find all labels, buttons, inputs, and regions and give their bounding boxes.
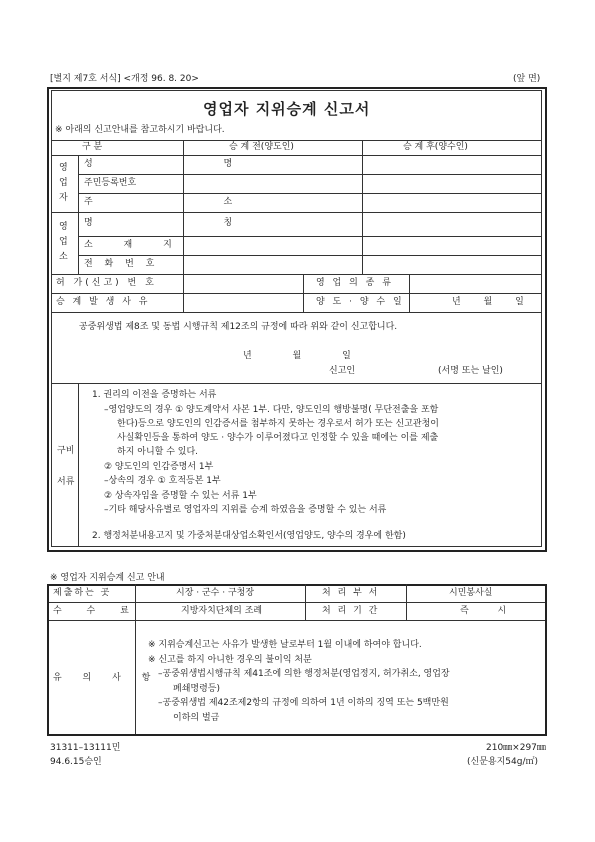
- dept-label: 처 리 부 서: [322, 588, 380, 598]
- list-item: –상속의 경우 ① 호적등본 1부: [104, 476, 221, 486]
- list-item: 폐쇄명령등): [173, 684, 220, 694]
- period-value: 즉 시: [460, 606, 507, 616]
- succession-reason-label: 승 계 발 생 사 유: [56, 297, 150, 307]
- list-item: ② 상속자임을 증명할 수 있는 서류 1부: [104, 491, 257, 501]
- row-phone: 전 화 번 호: [84, 259, 159, 269]
- col-before: 승 계 전(양도인): [229, 142, 294, 152]
- declaration-date: 년 월 일: [243, 351, 351, 361]
- signature-label: (서명 또는 날인): [438, 366, 503, 376]
- fee-value: 지방자치단체의 조례: [181, 606, 263, 616]
- row-place-name: 명 칭: [84, 218, 297, 228]
- list-item: –영업양도의 경우 ① 양도계약서 사본 1부. 다만, 양도인의 행방불명( 무단전출을 포함: [104, 405, 439, 415]
- list-item: 한다)등으로 양도인의 인감증서를 첨부하지 못하는 경우로서 허가 또는 신고관청이: [117, 419, 439, 429]
- list-item: –공중위생법 제42조제2항의 규정에 의하여 1년 이하의 징역 또는 5백만원: [158, 698, 449, 708]
- col-after: 승 계 후(양수인): [403, 142, 468, 152]
- documents-label-2: 서류: [57, 477, 75, 487]
- row-name: 성 명: [84, 159, 297, 169]
- transfer-date-value: 년 월 일: [452, 297, 524, 307]
- row-resident-no: 주민등록번호: [84, 178, 137, 188]
- list-item: ※ 지위승계신고는 사유가 발생한 날로부터 1월 이내에 하여야 합니다.: [148, 640, 422, 650]
- submit-to-label: 제출하는 곳: [53, 588, 112, 598]
- declaration-statement: 공중위생법 제8조 및 동법 시행규칙 제12조의 규정에 따라 위와 같이 신고합니다.: [79, 322, 398, 332]
- row-address: 주 소: [84, 197, 297, 207]
- form-title: 영업자 지위승계 신고서: [203, 100, 371, 118]
- form-id: [별지 제7호 서식] <개정 96. 8. 20>: [50, 74, 199, 84]
- fee-label: 수 수 료: [53, 606, 140, 616]
- footer-paper: (신문용지54g/㎡): [467, 757, 538, 767]
- guide-title: ※ 영업자 지위승계 신고 안내: [50, 573, 165, 583]
- page-side: (앞 면): [513, 74, 541, 84]
- transfer-date-label: 양 도 · 양 수 일: [316, 297, 405, 307]
- period-label: 처 리 기 간: [322, 606, 380, 616]
- reporter-label: 신고인: [329, 366, 356, 376]
- list-item: –기타 해당사유별로 영업자의 지위를 승계 하였음을 증명할 수 있는 서류: [104, 505, 387, 515]
- footer-code: 31311–13111민: [50, 743, 121, 753]
- documents-label-1: 구비: [57, 446, 75, 456]
- permit-no-label: 허 가(신고) 번 호: [56, 278, 157, 288]
- form-note: ※ 아래의 신고안내를 참고하시기 바랍니다.: [55, 125, 225, 135]
- list-item: 이하의 벌금: [173, 713, 220, 723]
- list-item: 하지 아니할 수 있다.: [117, 447, 198, 457]
- submit-to-value: 시장 · 군수 · 구청장: [176, 588, 255, 598]
- list-item: ※ 신고를 하지 아니한 경우의 불이익 처분: [148, 655, 312, 665]
- dept-value: 시민봉사실: [449, 588, 493, 598]
- list-item: 1. 권리의 이전을 증명하는 서류: [92, 390, 217, 400]
- footer-approval: 94.6.15승인: [50, 757, 102, 767]
- business-type-label: 영 업 의 종 류: [316, 278, 394, 288]
- footer-size: 210㎜×297㎜: [486, 743, 546, 753]
- col-category: 구 분: [82, 142, 103, 152]
- notes-label: 유 의 사 항: [53, 673, 160, 683]
- list-item: 2. 행정처분내용고지 및 가중처분대상업소확인서(영업양도, 양수의 경우에 한함): [92, 531, 406, 541]
- list-item: –공중위생법시행규칙 제41조에 의한 행정처분(영업정지, 허가취소, 영업장: [158, 669, 450, 679]
- list-item: ② 양도인의 인감증명서 1부: [104, 462, 214, 472]
- row-location: 소 재 지: [84, 240, 186, 250]
- list-item: 사실확인등을 통하여 양도 · 양수가 이루어졌다고 인정할 수 있을 때에는 이를 제출: [117, 433, 439, 443]
